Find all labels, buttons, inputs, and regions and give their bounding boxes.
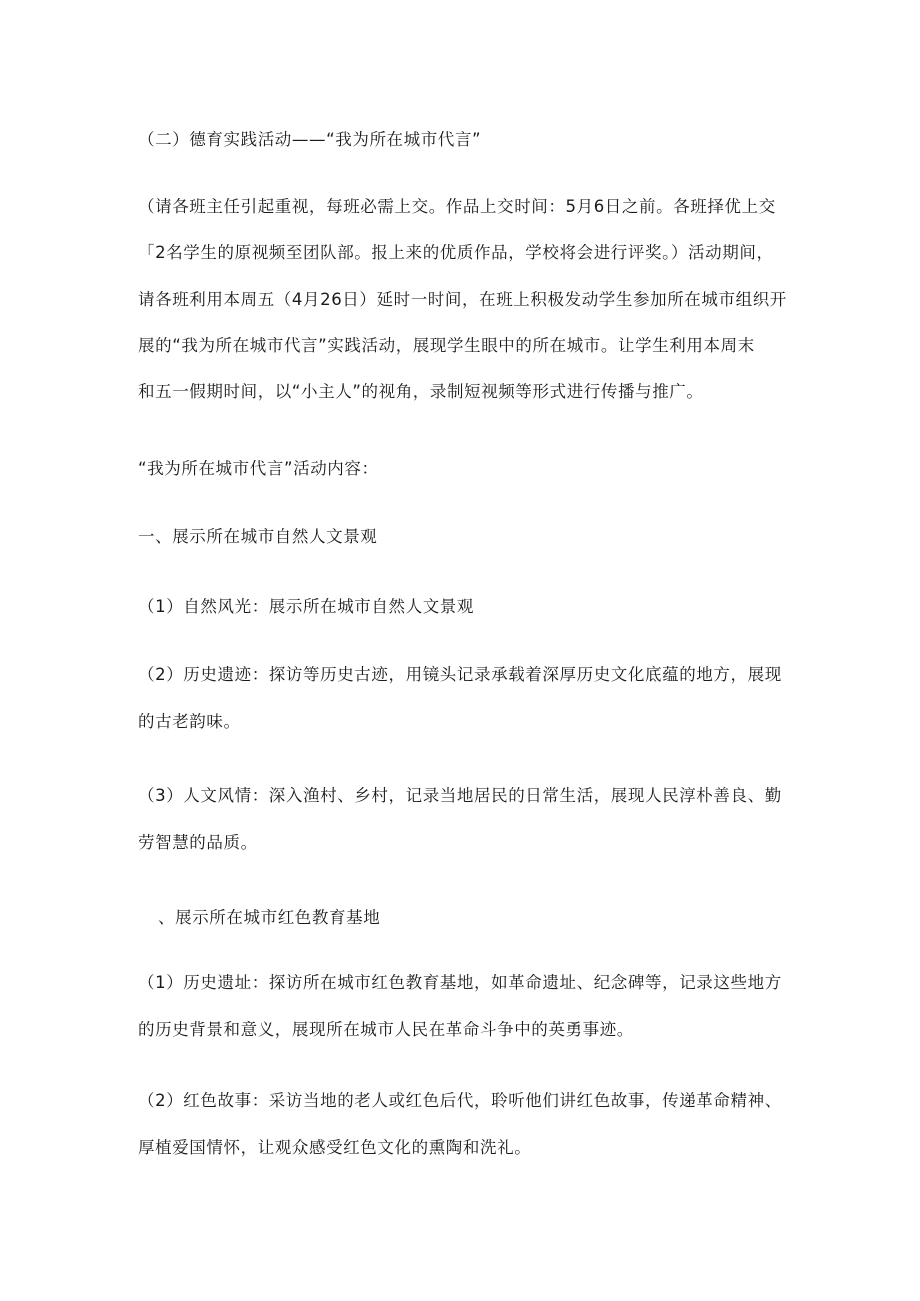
part2-item1-line2: 的历史背景和意义，展现所在城市人民在革命斗争中的英勇事迹。 [138, 1020, 634, 1039]
part1-item2-line2: 的古老韵味。 [138, 712, 241, 731]
section-title: （二）德育实践活动——“我为所在城市代言” [138, 130, 482, 149]
part1-item3-line1: （3）人文风情：深入渔村、乡村，记录当地居民的日常生活，展现人民淳朴善良、勤 [138, 786, 782, 805]
part1-item3-line2: 劳智慧的品质。 [138, 833, 258, 852]
intro-line-3: 请各班利用本周五（4月26日）延时一时间，在班上积极发动学生参加所在城市组织开 [138, 290, 787, 309]
part2-heading: 、展示所在城市红色教育基地 [158, 908, 381, 927]
part2-item2-line2: 厚植爱国情怀，让观众感受红色文化的熏陶和洗礼。 [138, 1138, 532, 1157]
part1-heading: 一、展示所在城市自然人文景观 [138, 527, 378, 546]
part2-item1-line1: （1）历史遗址：探访所在城市红色教育基地，如革命遗址、纪念碑等，记录这些地方 [138, 973, 782, 992]
intro-line-2: 「2名学生的原视频至团队部。报上来的优质作品，学校将会进行评奖。）活动期间， [138, 243, 774, 262]
content-heading: “我为所在城市代言”活动内容： [138, 459, 379, 478]
part1-item1: （1）自然风光：展示所在城市自然人文景观 [138, 597, 474, 616]
part2-item2-line1: （2）红色故事：采访当地的老人或红色后代，聆听他们讲红色故事，传递革命精神、 [138, 1091, 782, 1110]
intro-line-5: 和五一假期时间，以“小主人”的视角，录制短视频等形式进行传播与推广。 [138, 382, 704, 401]
intro-line-1: （请各班主任引起重视，每班必需上交。作品上交时间：5月6日之前。各班择优上交 [138, 197, 776, 216]
part1-item2-line1: （2）历史遗迹：探访等历史古迹，用镜头记录承载着深厚历史文化底蕴的地方，展现 [138, 665, 782, 684]
intro-line-4: 展的“我为所在城市代言”实践活动，展现学生眼中的所在城市。让学生利用本周末 [138, 336, 755, 355]
